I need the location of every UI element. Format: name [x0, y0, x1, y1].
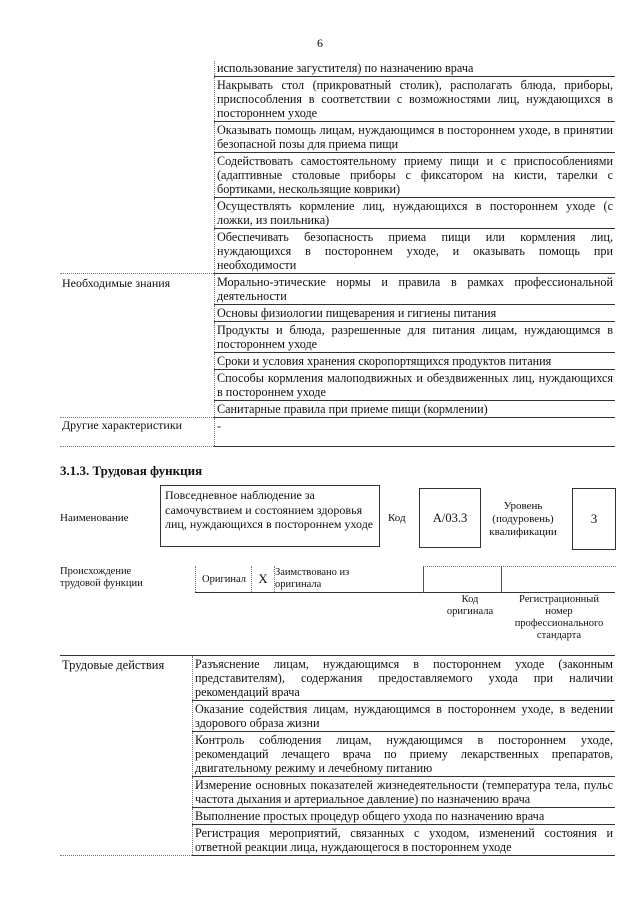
reg-number-box [501, 566, 616, 593]
origin-row [195, 566, 615, 593]
labor-action-item: Оказание содействия лицам, нуждающимся в постороннем уходе, в ведении здорового образа жизни [193, 701, 616, 732]
knowledge-item: Санитарные правила при приеме пищи (кормлении) [215, 401, 616, 418]
name-label: Наименование [60, 512, 129, 524]
borrowed-label: Заимствовано из оригинала [275, 567, 350, 590]
knowledge-item: Способы кормления малоподвижных и обездвиженных лиц, нуждающихся в постороннем уходе [215, 370, 616, 401]
labor-action-item: Измерение основных показателей жизнедеятельности (температура тела, пульс частота дыхания и артериальное давление) по назначению врача [193, 777, 616, 808]
level-label: Уровень (подуровень) квалификации [489, 500, 557, 538]
action-item: Накрывать стол (прикроватный столик), располагать блюда, приборы, приспособления в соответствии с возможностями лиц, нуждающихся в постороннем уходе [215, 77, 616, 122]
origin-label: Происхождение трудовой функции [60, 566, 143, 589]
knowledge-item: Сроки и условия хранения скоропортящихся продуктов питания [215, 353, 616, 370]
labor-actions-table [60, 655, 615, 856]
action-item: Обеспечивать безопасность приема пищи или кормления лиц, нуждающихся в постороннем уходе, и оказывать помощь при необходимости [215, 229, 616, 274]
knowledge-item: Продукты и блюда, разрешенные для питания лицам, нуждающимся в постороннем уходе [215, 322, 616, 353]
knowledge-item: Морально-этические нормы и правила в рамках профессиональной деятельности [215, 274, 616, 305]
labor-action-item: Разъяснение лицам, нуждающимся в постороннем уходе (законным представителям), содержания предоставляемого ухода при наличии рекомендаций врача [193, 656, 616, 701]
other-value: - [215, 418, 616, 447]
section-heading: 3.1.3. Трудовая функция [60, 463, 203, 478]
knowledge-item: Основы физиологии пищеварения и гигиены питания [215, 305, 616, 322]
action-item: Содействовать самостоятельному приему пищи и с приспособлениями (адаптивные столовые приборы с фиксатором на кисти, тарелки с бортиками, нескользящие коврики) [215, 153, 616, 198]
action-item: использование загустителя) по назначению врача [215, 61, 616, 77]
other-label: Другие характеристики [60, 418, 215, 447]
original-mark: X [251, 566, 275, 592]
page-number: 6 [317, 36, 323, 50]
name-value: Повседневное наблюдение за самочувствием и состоянием здоровья лиц, нуждающихся в постороннем уходе [160, 485, 380, 547]
code-label: Код [388, 512, 406, 524]
action-item: Осуществлять кормление лиц, нуждающихся в постороннем уходе (с ложки, из поильника) [215, 198, 616, 229]
actions-label-cell [60, 61, 215, 274]
level-value: 3 [572, 488, 616, 550]
labor-action-item: Регистрация мероприятий, связанных с уходом, изменений состояния и ответной реакции лица, нуждающегося в постороннем уходе [193, 825, 616, 856]
continued-actions-table [60, 61, 615, 447]
labor-action-item: Выполнение простых процедур общего ухода по назначению врача [193, 808, 616, 825]
reg-number-label: Регистрационный номер профессионального стандарта [514, 594, 604, 641]
orig-code-label: Код оригинала [446, 594, 494, 617]
original-label: Оригинал [195, 566, 252, 592]
code-value: A/03.3 [419, 488, 481, 548]
labor-action-item: Контроль соблюдения лицам, нуждающимся в постороннем уходе, рекомендаций лечащего врача по приему лекарственных препаратов, двигательному режиму и лечебному питанию [193, 732, 616, 777]
labor-actions-label: Трудовые действия [60, 656, 193, 856]
orig-code-box [423, 566, 500, 593]
action-item: Оказывать помощь лицам, нуждающимся в постороннем уходе, в принятии безопасной позы для приема пищи [215, 122, 616, 153]
knowledge-label: Необходимые знания [60, 274, 215, 418]
